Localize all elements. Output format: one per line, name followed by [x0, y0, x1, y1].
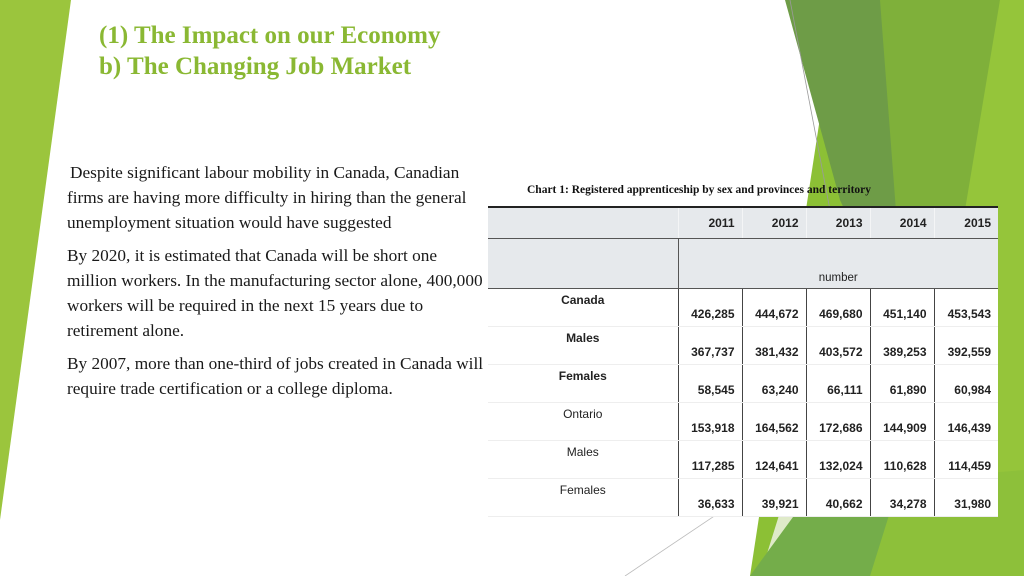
header-year: 2012	[742, 207, 806, 239]
year-header-row	[488, 207, 998, 239]
table-row	[488, 327, 998, 365]
paragraph-2: By 2020, it is estimated that Canada will be short one million workers. In the manufacturing sector alone, 400,000 workers will be required in the next 15 years due to retirement alone.	[67, 246, 483, 340]
table-row	[488, 441, 998, 479]
cell-value: 39,921	[742, 479, 806, 517]
cell-value: 444,672	[742, 289, 806, 327]
title-line-2: b) The Changing Job Market	[99, 53, 412, 80]
table-row	[488, 479, 998, 517]
cell-value: 146,439	[934, 403, 998, 441]
cell-value: 381,432	[742, 327, 806, 365]
cell-value: 451,140	[870, 289, 934, 327]
cell-value: 114,459	[934, 441, 998, 479]
data-table	[488, 206, 998, 517]
header-year: 2015	[934, 207, 998, 239]
apprenticeship-table	[488, 206, 998, 517]
cell-value: 110,628	[870, 441, 934, 479]
cell-value: 164,562	[742, 403, 806, 441]
cell-value: 63,240	[742, 365, 806, 403]
body-text	[67, 160, 487, 409]
cell-value: 367,737	[678, 327, 742, 365]
unit-header-row	[488, 239, 998, 289]
cell-value: 124,641	[742, 441, 806, 479]
row-label: Ontario	[488, 403, 678, 441]
cell-value: 403,572	[806, 327, 870, 365]
cell-value: 153,918	[678, 403, 742, 441]
header-year: 2013	[806, 207, 870, 239]
table-row	[488, 403, 998, 441]
cell-value: 31,980	[934, 479, 998, 517]
cell-value: 453,543	[934, 289, 998, 327]
header-blank	[488, 207, 678, 239]
cell-value: 172,686	[806, 403, 870, 441]
cell-value: 58,545	[678, 365, 742, 403]
cell-value: 66,111	[806, 365, 870, 403]
cell-value: 469,680	[806, 289, 870, 327]
cell-value: 117,285	[678, 441, 742, 479]
cell-value: 36,633	[678, 479, 742, 517]
slide-title	[99, 20, 440, 82]
cell-value: 40,662	[806, 479, 870, 517]
header-year: 2014	[870, 207, 934, 239]
cell-value: 60,984	[934, 365, 998, 403]
chart-title: Chart 1: Registered apprenticeship by sex and provinces and territory	[527, 184, 872, 196]
cell-value: 426,285	[678, 289, 742, 327]
cell-value: 144,909	[870, 403, 934, 441]
row-label: Canada	[488, 289, 678, 327]
table-row	[488, 365, 998, 403]
cell-value: 34,278	[870, 479, 934, 517]
row-label: Females	[488, 365, 678, 403]
row-label: Males	[488, 327, 678, 365]
row-label: Females	[488, 479, 678, 517]
cell-value: 392,559	[934, 327, 998, 365]
unit-label: number	[678, 239, 998, 289]
header-year: 2011	[678, 207, 742, 239]
cell-value: 61,890	[870, 365, 934, 403]
left-green-wedge	[0, 0, 71, 520]
paragraph-3: By 2007, more than one-third of jobs created in Canada will require trade certification or a college diploma.	[67, 354, 484, 398]
paragraph-1: Despite significant labour mobility in Canada, Canadian firms are having more difficulty in hiring than the general unemployment situation would have suggested	[67, 163, 467, 232]
title-line-1: (1) The Impact on our Economy	[99, 22, 441, 49]
table-row	[488, 289, 998, 327]
cell-value: 132,024	[806, 441, 870, 479]
cell-value: 389,253	[870, 327, 934, 365]
unit-blank	[488, 239, 678, 289]
row-label: Males	[488, 441, 678, 479]
